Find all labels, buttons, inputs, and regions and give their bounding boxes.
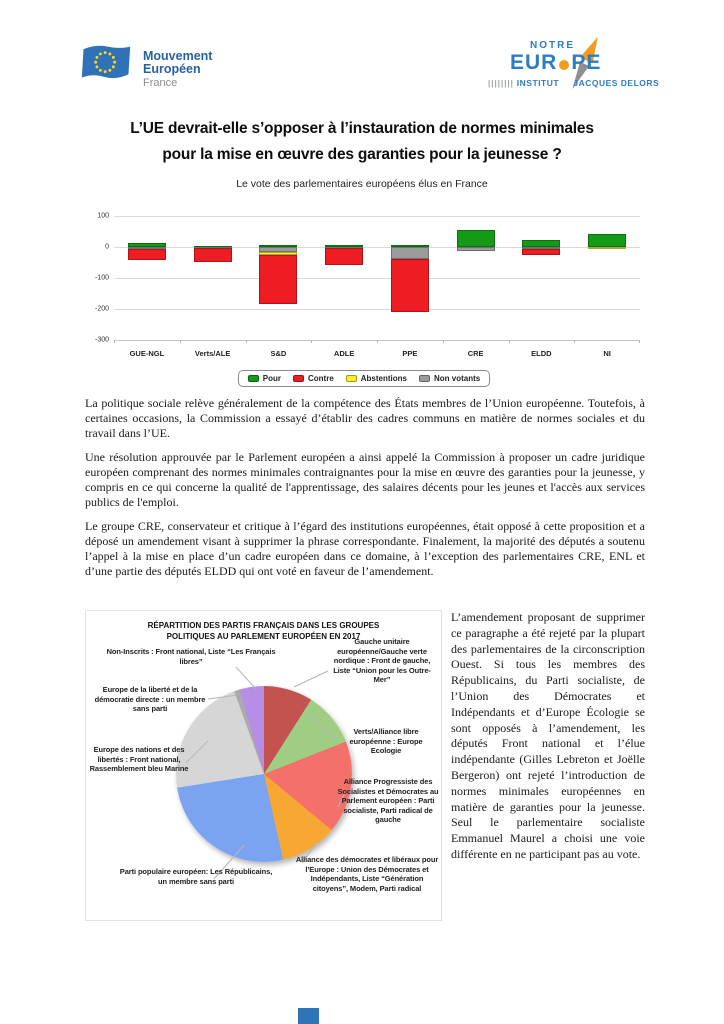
legend-item bbox=[419, 374, 480, 383]
paragraph-3: Le groupe CRE, conservateur et critique à l’égard des institutions européennes, était opposé à cette proposition et a déposé un amendement visant à supprimer la phrase correspondante. Finalement, la majorité des députés a soutenu l’appel à la mise en place d’un cadre européen dans ce domaine, à l’exception des parlementaires CRE, ENL et d’une partie des députés ELDD qui ont voté en faveur de l’amendement. bbox=[85, 519, 645, 578]
page-title bbox=[82, 116, 642, 168]
x-tick-label: NI bbox=[574, 340, 640, 358]
bar-segment-Abstentions bbox=[588, 247, 626, 249]
bar-segment-Pour bbox=[588, 234, 626, 247]
bar-segment-Non votants bbox=[391, 247, 429, 259]
body-text bbox=[85, 396, 645, 588]
logo-word-pe: PE bbox=[571, 51, 602, 74]
y-tick-label: 100 bbox=[97, 212, 109, 220]
legend-swatch bbox=[346, 375, 357, 382]
bar-segment-Contre bbox=[194, 248, 232, 262]
side-column-text: L’amendement proposant de supprimer ce paragraphe a été rejeté par la plupart des parlementaires de la circonscription Ouest. Si tous les membres des Républicains, du Parti socialiste, de l’Union des Démocrates et Indépendants et d’Europe Écologie se sont opposés à l’amendement, les députés Front national et l’élue indépendante (Gilles Lebreton et Joëlle Bergeron) ont rejeté l’introduction de normes minimales européennes en matière de garanties pour la jeunesse. Seul le parlementaire socialiste Emmanuel Maurel a choisi une voie différente en ne participant pas au vote. bbox=[451, 610, 645, 861]
pie-chart-box bbox=[85, 610, 442, 921]
logo-word-jacques-delors: JACQUES DELORS bbox=[573, 78, 660, 88]
bar-chart-x-axis bbox=[114, 340, 640, 358]
legend-swatch bbox=[419, 375, 430, 382]
pie-label-non-inscrits: Non-Inscrits : Front national, Liste “Les Français libres” bbox=[106, 647, 276, 666]
bar-column-S&D bbox=[246, 216, 312, 340]
logo-o-dot-icon bbox=[559, 60, 569, 70]
bar-segment-Contre bbox=[325, 248, 363, 265]
bar-chart-plot bbox=[114, 216, 640, 340]
legend-item bbox=[346, 374, 407, 383]
bar-chart bbox=[88, 212, 640, 387]
logo-hash-marks: |||||||| bbox=[488, 79, 514, 88]
x-tick-label: PPE bbox=[377, 340, 443, 358]
bar-chart-legend bbox=[238, 370, 490, 387]
logo-institut-line bbox=[488, 78, 660, 88]
x-tick-label: S&D bbox=[246, 340, 312, 358]
paragraph-2: Une résolution approuvée par le Parlement européen a ainsi appelé la Commission à proposer un cadre juridique européen comprenant des normes minimales contraignantes pour la mise en œuvre des garanties pour la jeunesse, y compris en ce qui concerne la qualité de l'apprentissage, des salaires décents pour les jeunes et l'accès aux services publics de l'emploi. bbox=[85, 450, 645, 509]
header-left-logo bbox=[80, 44, 212, 90]
legend-item bbox=[293, 374, 334, 383]
x-tick-label: ADLE bbox=[311, 340, 377, 358]
logo-word-eur: EUR bbox=[510, 51, 558, 74]
pie-label-sd: Alliance Progressiste des Socialistes et Démocrates au Parlement européen : Parti socialiste, Parti radical de gauche bbox=[337, 777, 439, 824]
pie-label-adle: Alliance des démocrates et libéraux pour l’Europe : Union des Démocrates et Indépendants, Liste “Génération citoyens”, Modem, Parti radical bbox=[295, 855, 439, 893]
legend-label: Non votants bbox=[434, 374, 481, 383]
y-tick-label: -100 bbox=[94, 274, 109, 282]
page-title-line1: L’UE devrait-elle s’opposer à l’instauration de normes minimales bbox=[130, 120, 594, 137]
bar-column-Verts/ALE bbox=[180, 216, 246, 340]
footer-logo-fragment bbox=[298, 1008, 319, 1024]
x-tick-label: ELDD bbox=[509, 340, 575, 358]
org-name bbox=[143, 44, 212, 90]
bar-segment-Non votants bbox=[457, 247, 495, 251]
legend-label: Pour bbox=[262, 374, 281, 383]
pie-label-enl: Europe des nations et des libertés : Front national, Rassemblement bleu Marine bbox=[89, 745, 189, 773]
bar-column-CRE bbox=[443, 216, 509, 340]
page-title-line2: pour la mise en œuvre des garanties pour la jeunesse ? bbox=[162, 146, 562, 163]
legend-swatch bbox=[293, 375, 304, 382]
pie-label-verts: Verts/Alliance libre européenne : Europe Ecologie bbox=[349, 727, 423, 755]
bar-columns bbox=[114, 216, 640, 340]
bar-segment-Contre bbox=[259, 255, 297, 304]
pie-label-ppe: Parti populaire européen: Les Républicains, un membre sans parti bbox=[119, 867, 273, 886]
bar-column-ADLE bbox=[311, 216, 377, 340]
y-tick-label: 0 bbox=[105, 243, 109, 251]
pie-chart-title: RÉPARTITION DES PARTIS FRANÇAIS DANS LES GROUPES POLITIQUES AU PARLEMENT EUROPÉEN EN 2017 bbox=[147, 621, 380, 641]
x-tick-label: GUE-NGL bbox=[114, 340, 180, 358]
bar-segment-Pour bbox=[457, 230, 495, 247]
legend-swatch bbox=[248, 375, 259, 382]
legend-label: Abstentions bbox=[360, 374, 407, 383]
logo-word-europe bbox=[510, 51, 601, 75]
legend-item bbox=[248, 374, 281, 383]
paragraph-1: La politique sociale relève généralement de la compétence des États membres de l’Union européenne. Toutefois, à certaines occasions, la Commission a essayé d’établir des cadres communs en matière de normes sociales et du travail dans l’UE. bbox=[85, 396, 645, 440]
logo-word-notre: NOTRE bbox=[530, 40, 575, 51]
logo-word-institut: INSTITUT bbox=[516, 78, 560, 88]
y-tick-label: -200 bbox=[94, 305, 109, 313]
header-right-logo bbox=[488, 38, 660, 94]
bar-segment-Pour bbox=[522, 240, 560, 247]
org-name-line3: France bbox=[143, 77, 178, 89]
eu-flag-icon bbox=[80, 44, 132, 82]
org-name-line2: Européen bbox=[143, 62, 201, 76]
x-tick-label: Verts/ALE bbox=[180, 340, 246, 358]
bar-chart-y-axis bbox=[88, 212, 114, 344]
bottom-section bbox=[85, 610, 645, 921]
org-name-line1: Mouvement bbox=[143, 49, 213, 63]
bar-column-GUE-NGL bbox=[114, 216, 180, 340]
y-tick-label: -300 bbox=[94, 336, 109, 344]
bar-column-PPE bbox=[377, 216, 443, 340]
bar-segment-Contre bbox=[128, 249, 166, 260]
bar-column-NI bbox=[574, 216, 640, 340]
bar-segment-Contre bbox=[391, 259, 429, 312]
bar-segment-Contre bbox=[522, 249, 560, 255]
bar-column-ELDD bbox=[509, 216, 575, 340]
pie-label-eldd: Europe de la liberté et de la démocratie directe : un membre sans parti bbox=[94, 685, 206, 713]
pie-label-gue: Gauche unitaire européenne/Gauche verte nordique : Front de gauche, Liste “Union pour les Outre-Mer” bbox=[333, 637, 431, 684]
x-tick-label: CRE bbox=[443, 340, 509, 358]
chart-subtitle: Le vote des parlementaires européens élus en France bbox=[236, 178, 488, 190]
legend-label: Contre bbox=[307, 374, 334, 383]
